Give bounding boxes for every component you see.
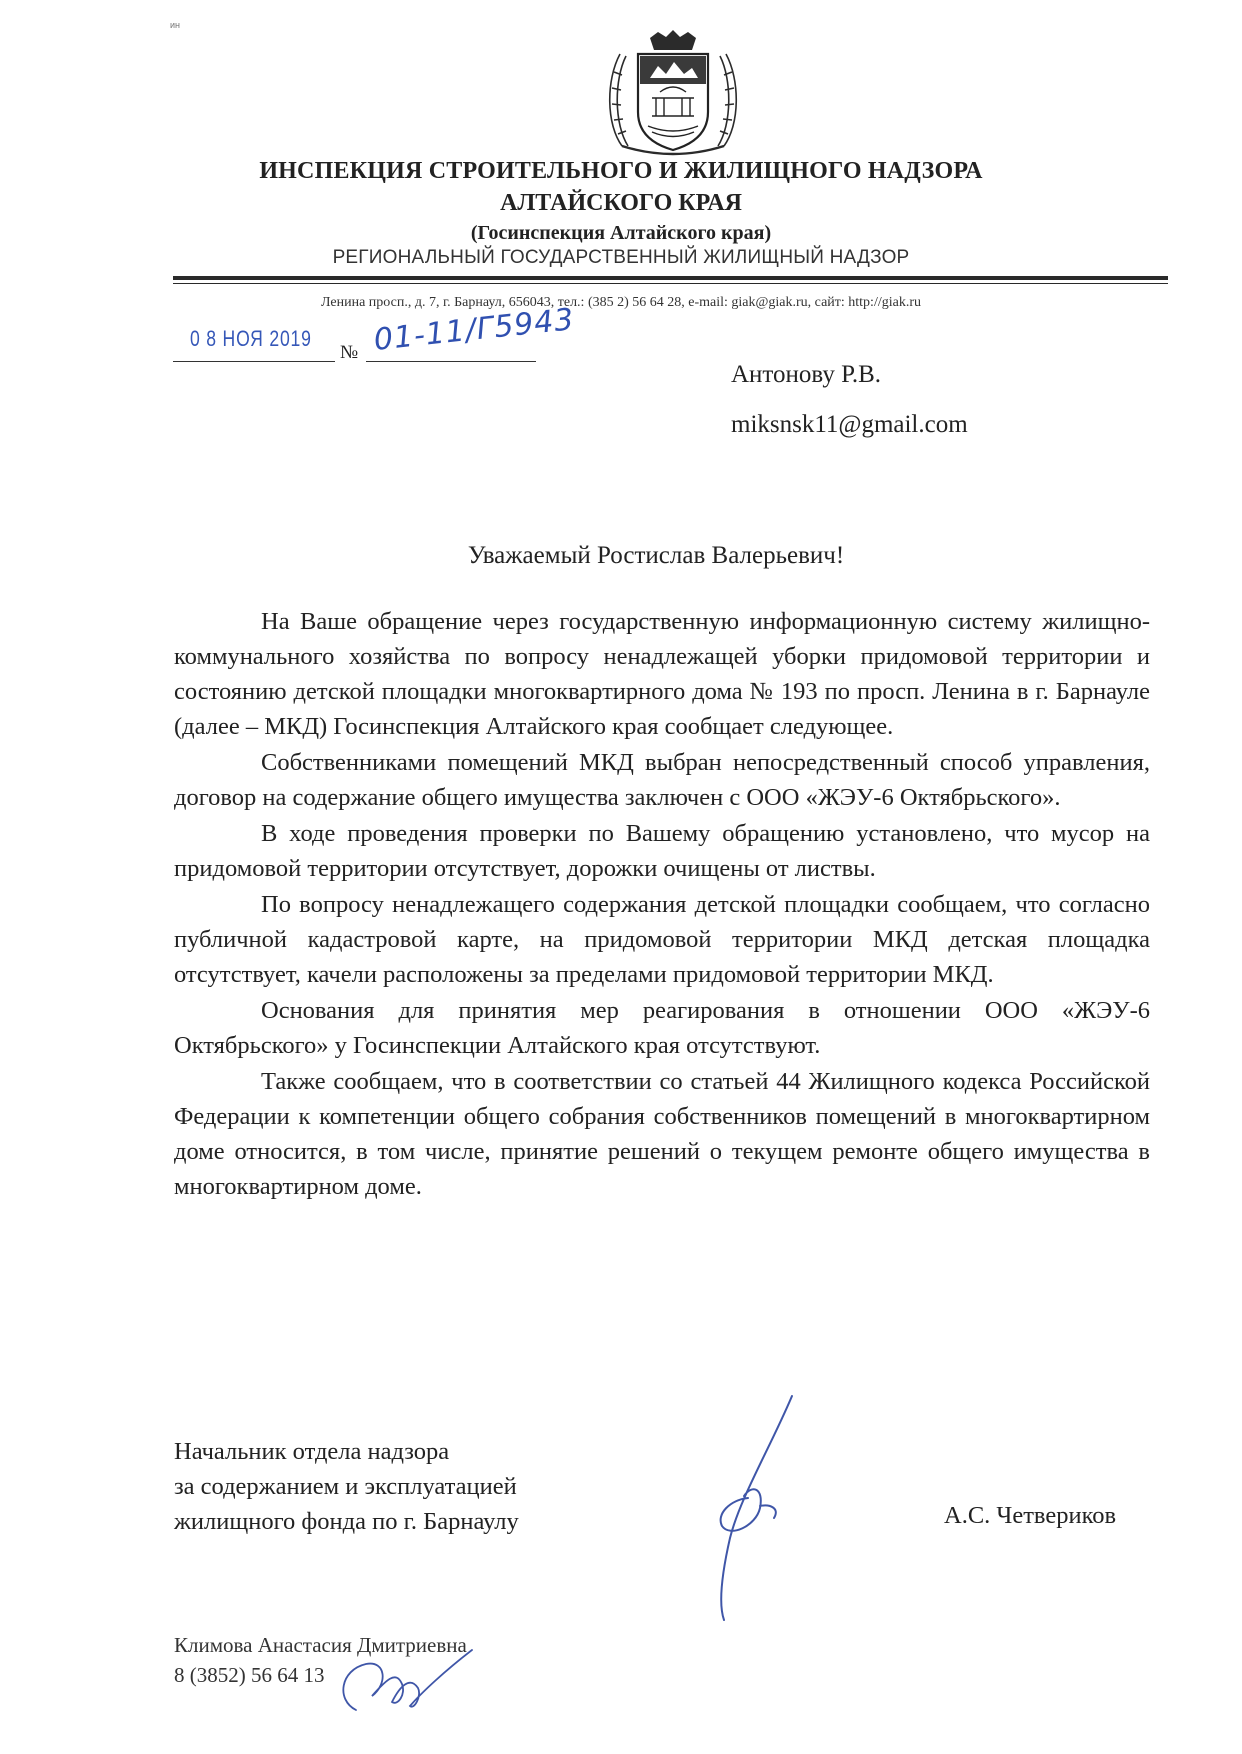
org-title-line2: АЛТАЙСКОГО КРАЯ xyxy=(500,190,742,216)
signer-position-line1: Начальник отдела надзора xyxy=(174,1438,450,1465)
body-paragraph-4: По вопросу ненадлежащего содержания детской площадки сообщаем, что согласно публичной кадастровой карте, на придомовой территории МКД детская площадка отсутствует, качели расположены за пределами придомовой территории МКД. xyxy=(174,891,1150,988)
number-sign: № xyxy=(340,342,359,363)
signer-position-line3: жилищного фонда по г. Барнаулу xyxy=(174,1508,519,1535)
signer-position xyxy=(174,1434,519,1539)
handwritten-signature xyxy=(700,1388,820,1628)
addressee-name: Антонову Р.В. xyxy=(731,361,882,388)
executor-phone: 8 (3852) 56 64 13 xyxy=(174,1663,325,1687)
date-stamp: 0 8 НОЯ 2019 xyxy=(190,326,312,351)
org-short-name: (Госинспекция Алтайского края) xyxy=(470,222,772,244)
signer-position-line2: за содержанием и эксплуатацией xyxy=(174,1473,517,1500)
salutation: Уважаемый Ростислав Валерьевич! xyxy=(467,542,845,569)
org-subtitle: РЕГИОНАЛЬНЫЙ ГОСУДАРСТВЕННЫЙ ЖИЛИЩНЫЙ НАДЗОР xyxy=(332,247,910,268)
date-underline xyxy=(173,361,335,362)
body-paragraph-2: Собственниками помещений МКД выбран непосредственный способ управления, договор на содержание общего имущества заключен с ООО «ЖЭУ-6 Октябрьского». xyxy=(174,749,1150,811)
header-divider-thin xyxy=(173,283,1168,284)
body-paragraph-1: На Ваше обращение через государственную информационную систему жилищно-коммунального хозяйства по вопросу ненадлежащей уборки придомовой территории и состоянию детской площадки многоквартирного дома № 193 по просп. Ленина в г. Барнауле (далее – МКД) Госинспекция Алтайского края сообщает следующее. xyxy=(174,608,1150,740)
registration-number: 01-11/Г5943 xyxy=(372,302,577,358)
org-title-line1: ИНСПЕКЦИЯ СТРОИТЕЛЬНОГО И ЖИЛИЩНОГО НАДЗОРА xyxy=(259,158,983,184)
number-underline xyxy=(366,361,536,362)
body-paragraph-3: В ходе проведения проверки по Вашему обращению установлено, что мусор на придомовой территории отсутствует, дорожки очищены от листвы. xyxy=(174,820,1150,882)
org-contacts: Ленина просп., д. 7, г. Барнаул, 656043, тел.: (385 2) 56 64 28, e-mail: giak@giak.ru, сайт: http://giak.ru xyxy=(320,295,921,310)
executor-name: Климова Анастасия Дмитриевна xyxy=(174,1633,467,1657)
signer-name: А.С. Четвериков xyxy=(944,1502,1117,1529)
executor-signature xyxy=(326,1640,476,1724)
addressee-email: miksnsk11@gmail.com xyxy=(731,411,968,438)
body-paragraph-5: Основания для принятия мер реагирования в отношении ООО «ЖЭУ-6 Октябрьского» у Госинспекции Алтайского края отсутствуют. xyxy=(174,997,1150,1059)
header-divider-thick xyxy=(173,276,1168,280)
body-paragraph-6: Также сообщаем, что в соответствии со статьей 44 Жилищного кодекса Российской Федерации к компетенции общего собрания собственников помещений в многоквартирном доме относится, в том числе, принятие решений о текущем ремонте общего имущества в многоквартирном доме. xyxy=(174,1068,1150,1200)
page-mark: ин xyxy=(170,20,180,30)
letter-body xyxy=(174,604,1150,1205)
coat-of-arms-emblem xyxy=(600,28,746,160)
